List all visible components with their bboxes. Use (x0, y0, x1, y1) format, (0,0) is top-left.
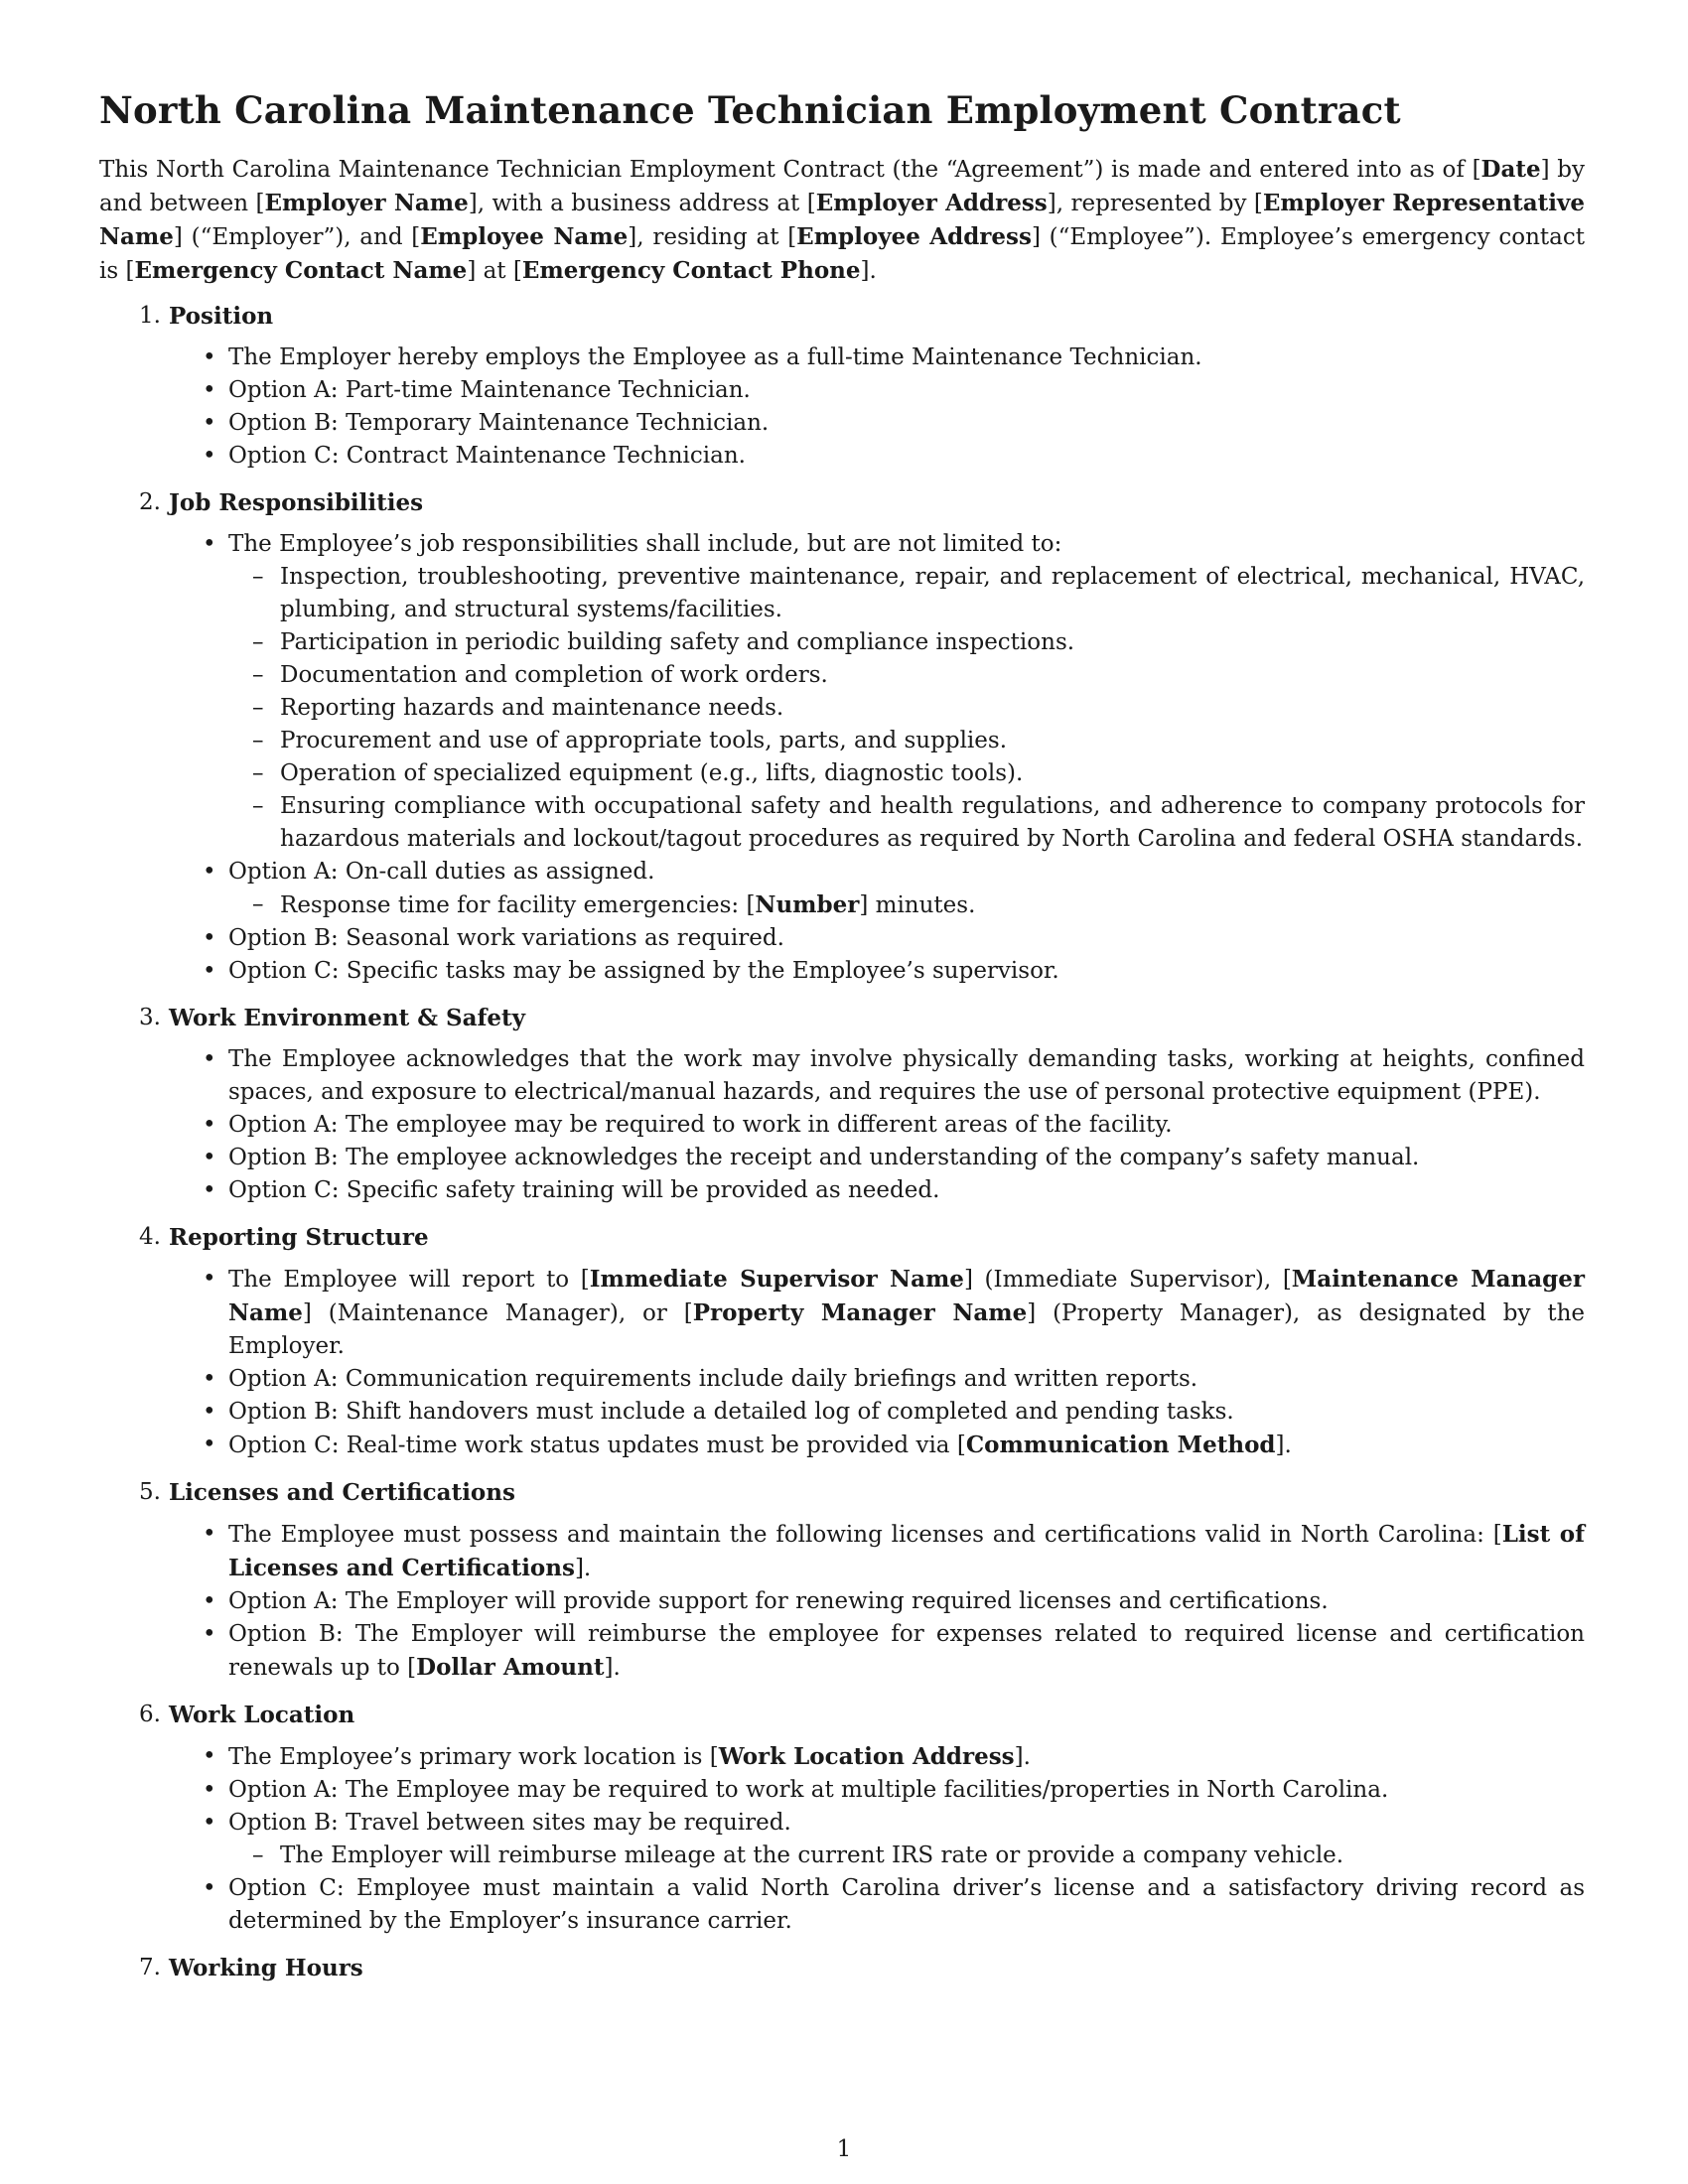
sub-list (228, 888, 1585, 922)
list-item (228, 1518, 1585, 1585)
list-item-text: ] (Maintenance Manager), or [ (302, 1300, 693, 1326)
item-list (99, 1263, 1585, 1462)
list-item: • Option C: Specific safety training will be provided as needed. (228, 1174, 1585, 1207)
section-heading (99, 1221, 1585, 1255)
list-item: • Option B: Shift handovers must include a detailed log of completed and pending tasks. (228, 1396, 1585, 1429)
section-number: 1. (139, 303, 161, 329)
section-reporting-structure (99, 1221, 1585, 1462)
field-emergency-name: Emergency Contact Name (134, 257, 468, 284)
section-number: 5. (139, 1479, 161, 1505)
list-item: • Option A: Communication requirements include daily briefings and written reports. (228, 1363, 1585, 1396)
item-list (99, 1518, 1585, 1685)
intro-text: ] (“Employer”), and [ (173, 224, 421, 250)
list-item (228, 856, 1585, 922)
field-maintenance-manager: Maintenance Manager Name (228, 1266, 1585, 1326)
page-title: North Carolina Maintenance Technician Employment Contract (99, 88, 1401, 132)
sub-item: – Ensuring compliance with occupational safety and health regulations, and adherence to company protocols for hazardous materials and lockout/tagout procedures as required by North Carolina and federal OSHA standards. (280, 790, 1585, 856)
section-title: Job Responsibilities (169, 489, 424, 516)
section-work-location (99, 1699, 1585, 1938)
list-item (228, 528, 1585, 856)
list-item-text: The Employee must possess and maintain the following licenses and certifications valid in North Carolina: [ (228, 1522, 1502, 1548)
section-heading (99, 486, 1585, 520)
section-number: 2. (139, 489, 161, 515)
sub-list (228, 561, 1585, 856)
intro-text: ], represented by [ (1047, 191, 1263, 216)
sub-item: – Procurement and use of appropriate tools, parts, and supplies. (280, 725, 1585, 757)
list-item: • Option A: The Employer will provide support for renewing required licenses and certifications. (228, 1585, 1585, 1618)
field-employer-rep: Employer Representative Name (99, 190, 1585, 250)
section-number: 7. (139, 1955, 161, 1980)
list-item-text: ]. (604, 1655, 621, 1681)
section-work-environment (99, 1002, 1585, 1207)
field-employer-address: Employer Address (815, 190, 1048, 216)
sub-item: – Participation in periodic building safety and compliance inspections. (280, 626, 1585, 659)
sub-item: – Inspection, troubleshooting, preventive maintenance, repair, and replacement of electrical, mechanical, HVAC, plumbing, and structural systems/facilities. (280, 561, 1585, 626)
section-number: 4. (139, 1224, 161, 1250)
field-employee-address: Employee Address (796, 223, 1032, 250)
sub-item: – The Employer will reimburse mileage at the current IRS rate or provide a company vehicle. (280, 1840, 1585, 1872)
contract-page (99, 87, 1585, 1999)
list-item-text: The Employee’s job responsibilities shall include, but are not limited to: (228, 531, 1062, 557)
intro-text: ], residing at [ (628, 224, 797, 250)
list-item-text: Option A: On-call duties as assigned. (228, 859, 655, 885)
list-item: • Option B: Seasonal work variations as required. (228, 922, 1585, 955)
intro-text: ], with a business address at [ (468, 191, 816, 216)
section-heading (99, 1476, 1585, 1510)
field-communication-method: Communication Method (965, 1432, 1276, 1458)
list-item: • Option A: The employee may be required to work in different areas of the facility. (228, 1109, 1585, 1142)
list-item-text: The Employee will report to [ (228, 1267, 590, 1293)
field-property-manager: Property Manager Name (692, 1299, 1028, 1326)
item-list (99, 1043, 1585, 1207)
list-item (228, 1807, 1585, 1872)
field-immediate-supervisor: Immediate Supervisor Name (589, 1266, 964, 1293)
section-heading (99, 1952, 1585, 1985)
list-item (228, 1740, 1585, 1774)
item-list (99, 1740, 1585, 1938)
list-item (228, 1429, 1585, 1462)
section-position (99, 300, 1585, 473)
list-item: • Option C: Contract Maintenance Technician. (228, 440, 1585, 473)
list-item-text: The Employee’s primary work location is [ (228, 1744, 719, 1770)
section-working-hours (99, 1952, 1585, 1985)
field-emergency-phone: Emergency Contact Phone (521, 257, 861, 284)
section-title: Working Hours (169, 1955, 363, 1981)
sub-item (280, 888, 1585, 922)
list-item: • The Employee acknowledges that the work may involve physically demanding tasks, working at heights, confined spaces, and exposure to electrical/manual hazards, and requires the use of personal protective equipment (PPE). (228, 1043, 1585, 1109)
item-list (99, 528, 1585, 988)
section-licenses (99, 1476, 1585, 1685)
list-item-text: ]. (1275, 1433, 1292, 1458)
section-number: 3. (139, 1005, 161, 1030)
intro-text: This North Carolina Maintenance Technician Employment Contract (the “Agreement”) is made and entered into as of [ (99, 157, 1481, 183)
list-item-text: ] (Property Manager), as designated by the Employer. (228, 1300, 1585, 1359)
section-job-responsibilities (99, 486, 1585, 988)
intro-text: ]. (860, 258, 877, 284)
sub-item: – Documentation and completion of work orders. (280, 659, 1585, 692)
section-title: Position (169, 303, 274, 330)
sub-list (228, 1840, 1585, 1872)
sub-item-text: Response time for facility emergencies: [ (280, 892, 756, 918)
intro-text: ] (“Employee”). Employee’s emergency contact is [ (99, 224, 1586, 284)
list-item-text: Option B: The Employer will reimburse the employee for expenses related to required license and certification renewals up to [ (228, 1621, 1585, 1681)
sub-item: – Reporting hazards and maintenance needs. (280, 692, 1585, 725)
list-item-text: Option C: Real-time work status updates must be provided via [ (228, 1433, 966, 1458)
section-number: 6. (139, 1702, 161, 1727)
section-title: Work Environment & Safety (169, 1005, 526, 1031)
sub-item-text: ] minutes. (859, 892, 976, 918)
field-date: Date (1480, 156, 1541, 183)
section-title: Licenses and Certifications (169, 1479, 515, 1506)
section-heading (99, 1699, 1585, 1732)
list-item: • Option B: The employee acknowledges the receipt and understanding of the company’s safety manual. (228, 1142, 1585, 1174)
intro-paragraph (99, 153, 1585, 288)
list-item: • The Employer hereby employs the Employee as a full-time Maintenance Technician. (228, 341, 1585, 374)
field-licenses-list: List of Licenses and Certifications (228, 1521, 1585, 1581)
list-item-text: ] (Immediate Supervisor), [ (963, 1267, 1292, 1293)
list-item: • Option B: Temporary Maintenance Technician. (228, 407, 1585, 440)
field-number: Number (755, 891, 860, 918)
field-employer-name: Employer Name (264, 190, 469, 216)
section-title: Work Location (169, 1702, 355, 1728)
intro-text: ] at [ (467, 258, 522, 284)
section-list (99, 300, 1585, 1985)
list-item: • Option C: Employee must maintain a valid North Carolina driver’s license and a satisfactory driving record as determined by the Employer’s insurance carrier. (228, 1872, 1585, 1938)
section-heading (99, 300, 1585, 334)
list-item (228, 1618, 1585, 1685)
list-item: • Option A: Part-time Maintenance Technician. (228, 374, 1585, 407)
list-item: • Option A: The Employee may be required to work at multiple facilities/properties in North Carolina. (228, 1774, 1585, 1807)
field-employee-name: Employee Name (420, 223, 629, 250)
page-number: 1 (836, 2136, 852, 2162)
section-heading (99, 1002, 1585, 1035)
field-dollar-amount: Dollar Amount (416, 1654, 605, 1681)
list-item-text: ]. (574, 1556, 592, 1581)
list-item-text: ]. (1014, 1744, 1031, 1770)
item-list (99, 341, 1585, 473)
list-item: • Option C: Specific tasks may be assigned by the Employee’s supervisor. (228, 955, 1585, 988)
sub-item: – Operation of specialized equipment (e.g., lifts, diagnostic tools). (280, 757, 1585, 790)
section-title: Reporting Structure (169, 1224, 429, 1251)
intro-text: ] by and between [ (99, 157, 1585, 216)
list-item (228, 1263, 1585, 1363)
field-work-location-address: Work Location Address (718, 1743, 1015, 1770)
list-item-text: Option B: Travel between sites may be required. (228, 1810, 791, 1836)
